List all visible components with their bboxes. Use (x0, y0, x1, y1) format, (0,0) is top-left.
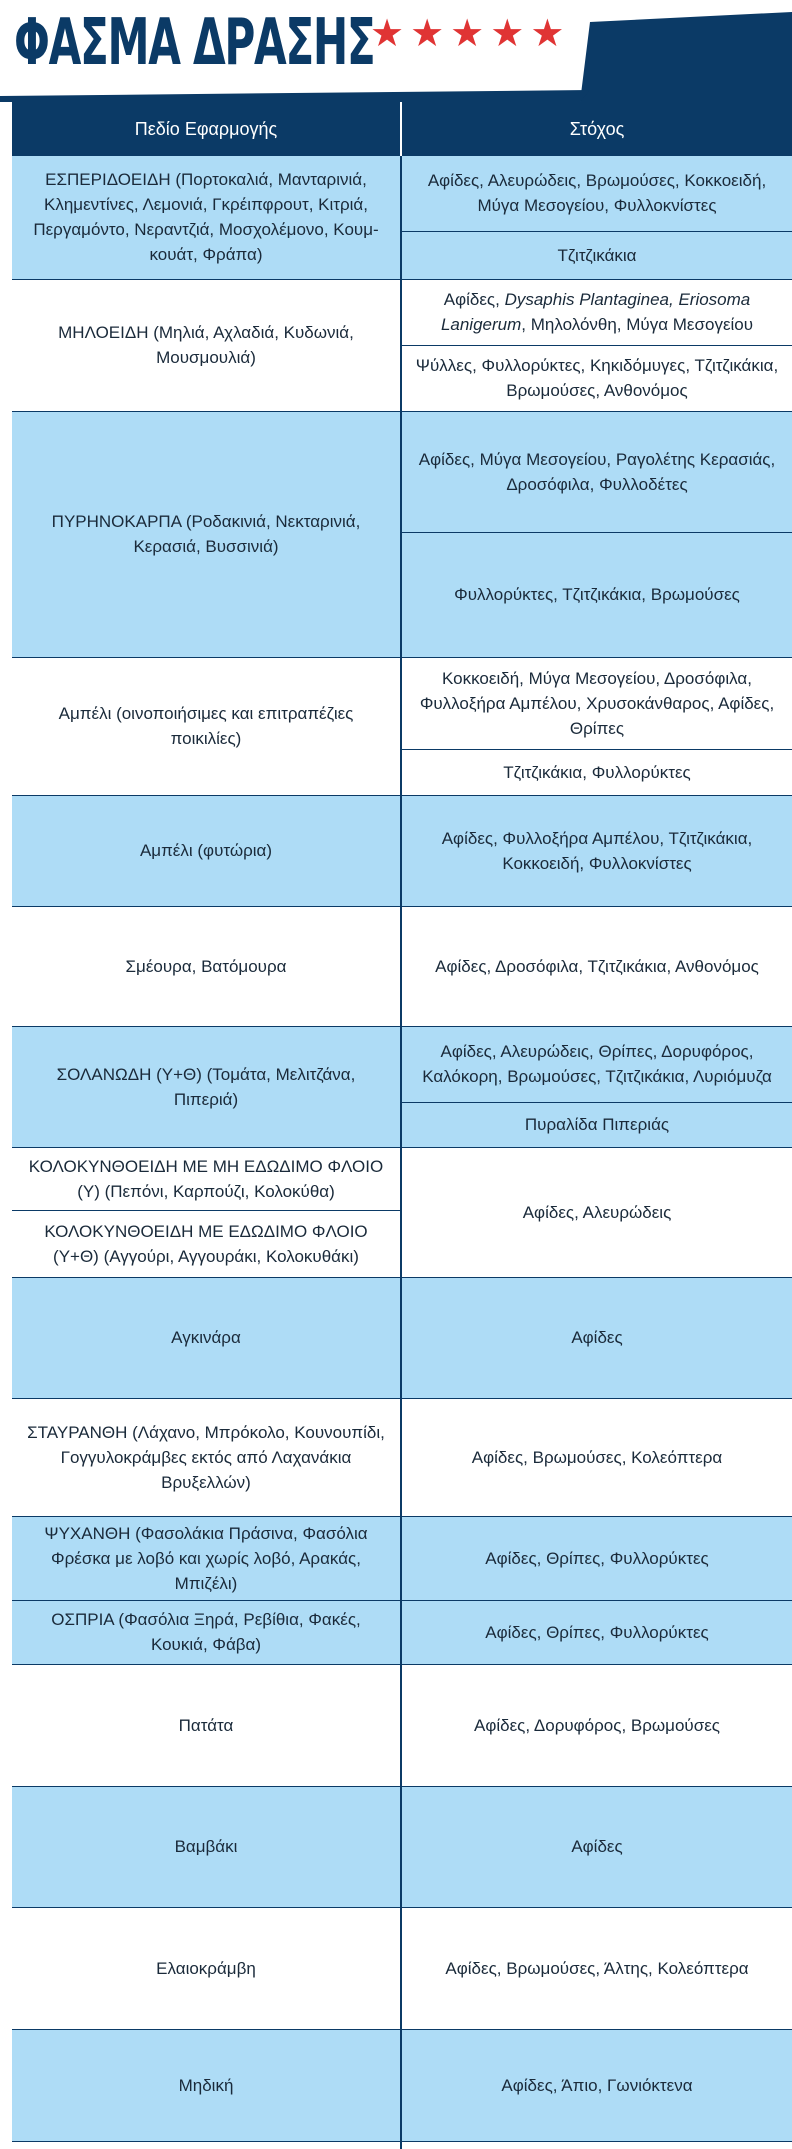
field-cell: ΚΟΛΟΚΥΝΘΟΕΙΔΗ ΜΕ ΜΗ ΕΔΩΔΙΜΟ ΦΛΟΙΟ (Υ) (Πεπόνι, Καρπούζι, Κολοκύθα) (12, 1147, 401, 1210)
column-header-field: Πεδίο Εφαρμογής (12, 102, 401, 156)
target-text: , Μηλολόνθη, Μύγα Μεσογείου (521, 315, 754, 334)
target-cell: Αφίδες, Θρίπες, Φυλλορύκτες (401, 1516, 792, 1600)
field-cell: ΣΟΛΑΝΩΔΗ (Υ+Θ) (Τομάτα, Μελιτζάνα, Πιπεριά) (12, 1026, 401, 1147)
star-icon: ★ (530, 13, 565, 55)
target-cell (401, 279, 792, 345)
field-cell: Σμέουρα, Βατόμουρα (12, 906, 401, 1026)
target-cell: Ψύλλες, Φυλλορύκτες, Κηκιδόμυγες, Τζιτζικάκια, Βρωμούσες, Ανθονόμος (401, 345, 792, 411)
target-cell: Τζιτζικάκια (401, 231, 792, 279)
target-cell: Αφίδες, Μύγα Μεσογείου, Ραγολέτης Κερασιάς, Δροσόφιλα, Φυλλοδέτες (401, 411, 792, 532)
field-cell: Πατάτα (12, 1664, 401, 1786)
field-cell: ΟΣΠΡΙΑ (Φασόλια Ξηρά, Ρεβίθια, Φακές, Κουκιά, Φάβα) (12, 1600, 401, 1664)
star-icon: ★ (450, 13, 485, 55)
table-row (12, 2029, 792, 2141)
table-header-row (12, 102, 792, 156)
target-cell: Αφίδες, Θρίπες, Φυλλορύκτες (401, 1600, 792, 1664)
table-row (12, 1026, 792, 1102)
target-cell: Πυραλίδα Πιπεριάς (401, 1102, 792, 1147)
table-row (12, 657, 792, 749)
star-icon: ★ (370, 13, 405, 55)
field-cell: ΜΗΛΟΕΙΔΗ (Μηλιά, Αχλαδιά, Κυδωνιά, Μουσμουλιά) (12, 279, 401, 411)
target-cell: Αφίδες, Βρωμούσες, Κολεόπτερα (401, 1398, 792, 1516)
table-row (12, 1664, 792, 1786)
target-text-latin: Dysaphis Plantaginea, Eriosoma Lanigerum (440, 290, 751, 334)
target-cell: Αφίδες, Αλευρώδεις (401, 1147, 792, 1277)
field-cell: Αμπέλι (οινοποιήσιμες και επιτραπέζιες ποικιλίες) (12, 657, 401, 795)
target-cell: Αφίδες, Φυλλοξήρα Αμπέλου, Τζιτζικάκια, Κοκκοειδή, Φυλλοκνίστες (401, 795, 792, 906)
rating-stars (370, 14, 564, 54)
table-row (12, 795, 792, 906)
field-cell: Αμπέλι (φυτώρια) (12, 795, 401, 906)
target-cell: Αφίδες, Βρωμούσες, Άλτης, Κολεόπτερα (401, 1907, 792, 2029)
target-cell: Αφίδες, Δροσόφιλα, Τζιτζικάκια, Ανθονόμος (401, 906, 792, 1026)
table-row (12, 411, 792, 532)
column-divider (400, 2132, 402, 2149)
target-cell: Αφίδες, Αλευρώδεις, Βρωμούσες, Κοκκοειδή, Μύγα Μεσογείου, Φυλλοκνίστες (401, 156, 792, 231)
table-row (12, 1786, 792, 1907)
table-row (12, 1600, 792, 1664)
star-icon: ★ (410, 13, 445, 55)
table-row (12, 1516, 792, 1600)
field-cell: Μηδική (12, 2029, 401, 2141)
field-cell: Ελαιοκράμβη (12, 1907, 401, 2029)
star-icon: ★ (490, 13, 525, 55)
target-cell: Τζιτζικάκια, Φυλλορύκτες (401, 749, 792, 795)
target-cell: Φυλλορύκτες, Τζιτζικάκια, Βρωμούσες (401, 532, 792, 657)
field-cell: ΣΤΑΥΡΑΝΘΗ (Λάχανο, Μπρόκολο, Κουνουπίδι, Γογγυλοκράμβες εκτός από Λαχανάκια Βρυξελλών) (12, 1398, 401, 1516)
field-cell: Βαμβάκι (12, 1786, 401, 1907)
table-row (12, 156, 792, 231)
table-row (12, 1398, 792, 1516)
field-cell: ΕΣΠΕΡΙΔΟΕΙΔΗ (Πορτοκαλιά, Μανταρινιά, Κλημεντίνες, Λεμονιά, Γκρέιπφρουτ, Κιτριά, Περγαμόντο, Νεραντζιά, Μοσχολέμονο, Κουμ-κουάτ, Φράπα) (12, 156, 401, 279)
table-row (12, 906, 792, 1026)
table-row (12, 1907, 792, 2029)
page-title: ΦΑΣΜΑ ΔΡΑΣΗΣ (14, 6, 375, 80)
target-text: Αφίδες, (443, 290, 505, 309)
field-cell: ΨΥΧΑΝΘΗ (Φασολάκια Πράσινα, Φασόλια Φρέσκα με λοβό και χωρίς λοβό, Αρακάς, Μπιζέλι) (12, 1516, 401, 1600)
spectrum-table (12, 102, 792, 2142)
table-row (12, 279, 792, 345)
target-cell: Αφίδες, Άπιο, Γωνιόκτενα (401, 2029, 792, 2141)
target-cell: Κοκκοειδή, Μύγα Μεσογείου, Δροσόφιλα, Φυλλοξήρα Αμπέλου, Χρυσοκάνθαρος, Αφίδες, Θρίπες (401, 657, 792, 749)
table-row (12, 1147, 792, 1210)
field-cell: ΠΥΡΗΝΟΚΑΡΠΑ (Ροδακινιά, Νεκταρινιά, Κερασιά, Βυσσινιά) (12, 411, 401, 657)
field-cell: Αγκινάρα (12, 1277, 401, 1398)
table-row (12, 1277, 792, 1398)
target-cell: Αφίδες, Δορυφόρος, Βρωμούσες (401, 1664, 792, 1786)
target-cell: Αφίδες, Αλευρώδεις, Θρίπες, Δορυφόρος, Καλόκορη, Βρωμούσες, Τζιτζικάκια, Λυριόμυζα (401, 1026, 792, 1102)
column-header-target: Στόχος (401, 102, 792, 156)
field-cell: ΚΟΛΟΚΥΝΘΟΕΙΔΗ ΜΕ ΕΔΩΔΙΜΟ ΦΛΟΙΟ (Υ+Θ) (Αγγούρι, Αγγουράκι, Κολοκυθάκι) (12, 1210, 401, 1277)
target-cell: Αφίδες (401, 1277, 792, 1398)
target-cell: Αφίδες (401, 1786, 792, 1907)
